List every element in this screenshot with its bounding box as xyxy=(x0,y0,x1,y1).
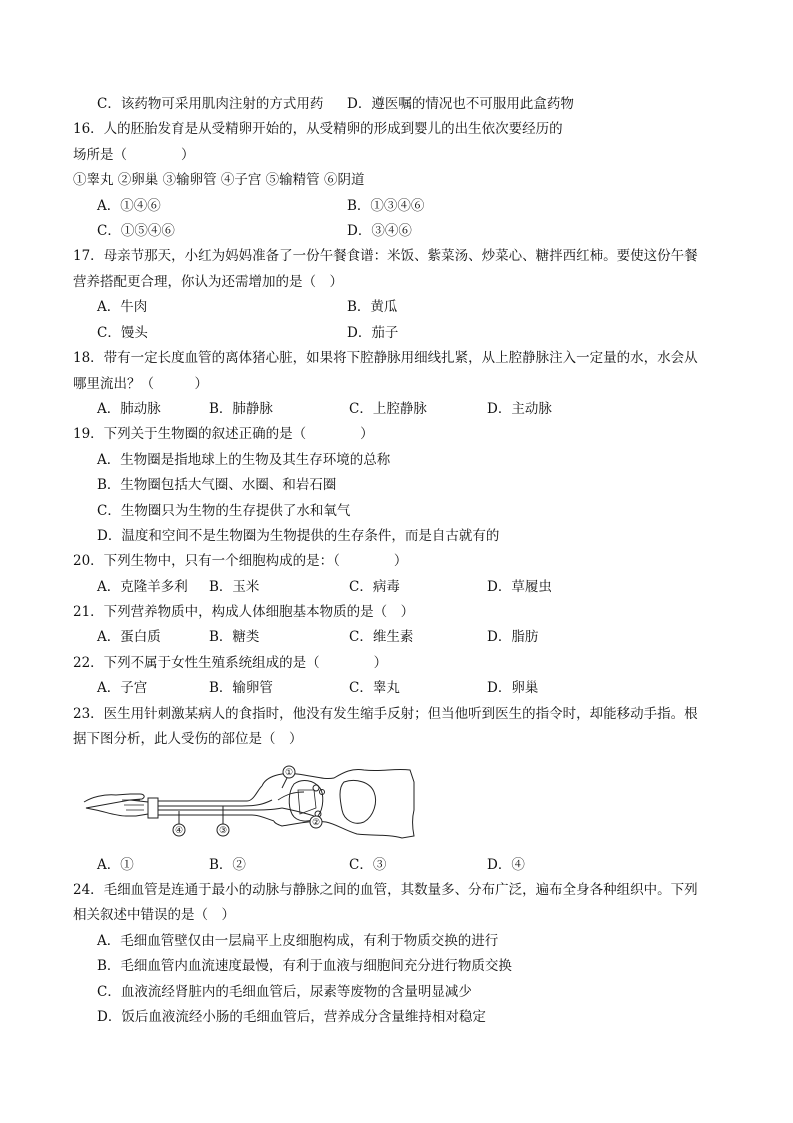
q22-option-b: B．输卵管 xyxy=(209,680,273,696)
q17-stem-line1: 17．母亲节那天，小红为妈妈准备了一份午餐食谱：米饭、紫菜汤、炒菜心、糖拌西红柿。要使这份午餐 xyxy=(73,248,698,264)
q24-option-b: B．毛细血管内血流速度最慢，有利于血液与细胞间充分进行物质交换 xyxy=(97,958,512,974)
q24-option-a: A．毛细血管壁仅由一层扁平上皮细胞构成，有利于物质交换的进行 xyxy=(97,933,499,949)
figure-label-2: ② xyxy=(311,818,321,828)
q20-option-d: D．草履虫 xyxy=(487,579,552,595)
prev-option-d: D．遵医嘱的情况也不可服用此盒药物 xyxy=(347,96,574,112)
q19-option-b: B．生物圈包括大气圈、水圈、和岩石圈 xyxy=(97,477,337,493)
q20-option-c: C．病毒 xyxy=(349,579,400,595)
q18-option-c: C．上腔静脉 xyxy=(349,401,427,417)
gray-matter xyxy=(289,781,323,822)
q23-option-c: C．③ xyxy=(349,857,387,873)
q22-option-a: A．子宫 xyxy=(97,680,148,696)
q22-option-d: D．卵巢 xyxy=(487,680,539,696)
q18-stem-line2: 哪里流出？（ ） xyxy=(73,376,208,392)
arm-outline xyxy=(158,786,274,821)
q17-stem-line2: 营养搭配更合理，你认为还需增加的是（ ） xyxy=(73,274,343,290)
q16-stem-line1: 16．人的胚胎发育是从受精卵开始的，从受精卵的形成到婴儿的出生依次要经历的 xyxy=(73,121,563,137)
q16-stem-line2: 场所是（ ） xyxy=(73,147,195,163)
q16-option-c: C．①⑤④⑥ xyxy=(97,223,175,239)
q19-option-d: D．温度和空间不是生物圈为生物提供的生存条件，而是自古就有的 xyxy=(97,528,500,544)
q17-option-d: D．茄子 xyxy=(347,325,399,341)
figure-label-4: ④ xyxy=(174,826,184,836)
q23-stem-line2: 据下图分析，此人受伤的部位是（ ） xyxy=(73,731,303,747)
q21-option-d: D．脂肪 xyxy=(487,629,539,645)
q18-option-d: D．主动脉 xyxy=(487,401,552,417)
q22-option-c: C．睾丸 xyxy=(349,680,400,696)
q16-items: ①睾丸 ②卵巢 ③输卵管 ④子宫 ⑤输精管 ⑥阴道 xyxy=(73,172,365,188)
q21-stem: 21．下列营养物质中，构成人体细胞基本物质的是（ ） xyxy=(73,604,415,620)
spinal-cord-outline xyxy=(262,769,414,838)
q17-option-b: B．黄瓜 xyxy=(347,299,398,315)
q17-option-a: A．牛肉 xyxy=(97,299,148,315)
sleeve-cuff xyxy=(148,798,158,818)
q19-stem: 19．下列关于生物圈的叙述正确的是（ ） xyxy=(73,426,374,442)
q19-option-a: A．生物圈是指地球上的生物及其生存环境的总称 xyxy=(97,452,391,468)
q16-option-b: B．①③④⑥ xyxy=(347,198,425,214)
q23-option-a: A．① xyxy=(97,857,134,873)
q24-stem-line2: 相关叙述中错误的是（ ） xyxy=(73,907,235,923)
q16-option-a: A．①④⑥ xyxy=(97,198,161,214)
reflex-arc-figure xyxy=(82,764,427,844)
q18-stem-line1: 18．带有一定长度血管的离体猪心脏，如果将下腔静脉用细线扎紧，从上腔静脉注入一定量的水，水会从 xyxy=(73,350,698,366)
figure-label-3: ③ xyxy=(218,826,228,836)
q21-option-b: B．糖类 xyxy=(209,629,260,645)
label-2 xyxy=(310,816,322,828)
q21-option-a: A．蛋白质 xyxy=(97,629,161,645)
q18-option-b: B．肺静脉 xyxy=(209,401,273,417)
q19-option-c: C．生物圈只为生物的生存提供了水和氧气 xyxy=(97,503,351,519)
figure-label-1: ① xyxy=(284,768,294,778)
prev-option-c: C．该药物可采用肌肉注射的方式用药 xyxy=(97,96,324,112)
q24-option-d: D．饭后血液流经小肠的毛细血管后，营养成分含量维持相对稳定 xyxy=(97,1009,486,1025)
q24-option-c: C．血液流经肾脏内的毛细血管后，尿素等废物的含量明显减少 xyxy=(97,984,472,1000)
q17-option-c: C．馒头 xyxy=(97,325,148,341)
q23-option-b: B．② xyxy=(209,857,246,873)
q18-option-a: A．肺动脉 xyxy=(97,401,161,417)
q21-option-c: C．维生素 xyxy=(349,629,414,645)
q23-stem-line1: 23．医生用针刺激某病人的食指时，他没有发生缩手反射；但当他听到医生的指令时，却能移动手指。根 xyxy=(73,706,698,722)
q24-stem-line1: 24．毛细血管是连通于最小的动脉与静脉之间的血管，其数量多、分布广泛，遍布全身各种组织中。下列 xyxy=(73,882,698,898)
q20-option-a: A．克隆羊多利 xyxy=(97,579,188,595)
q16-option-d: D．③④⑥ xyxy=(347,223,412,239)
q20-option-b: B．玉米 xyxy=(209,579,260,595)
q20-stem: 20．下列生物中，只有一个细胞构成的是：（ ） xyxy=(73,553,408,569)
q23-option-d: D．④ xyxy=(487,857,525,873)
q22-stem: 22．下列不属于女性生殖系统组成的是（ ） xyxy=(73,655,388,671)
